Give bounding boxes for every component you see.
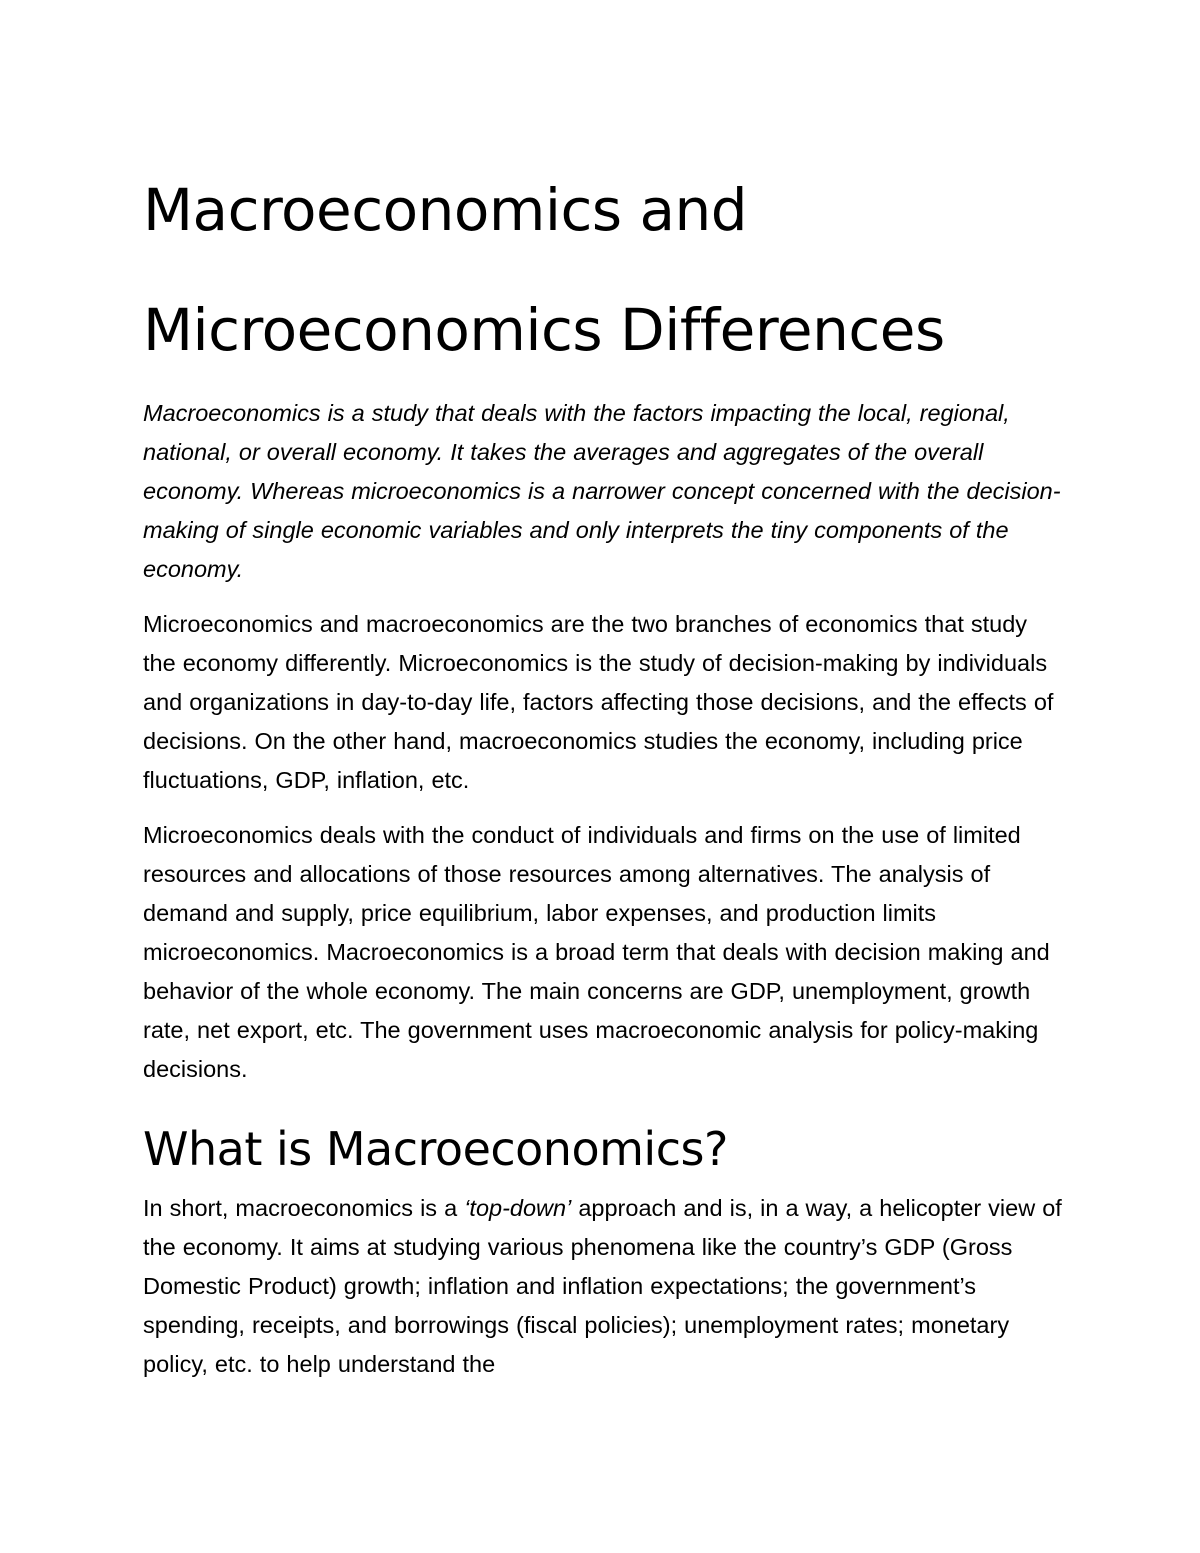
section-paragraph-rest: approach and is, in a way, a helicopter view of the economy. It aims at studying various phenomena like the country’s GDP (Gross Domestic Product) growth; inflation and inflation expectations; the government’s spending, receipts, and borrowings (fiscal policies); unemployment rates; monetary policy, etc. to help understand the [143, 1195, 1062, 1377]
intro-paragraph: Macroeconomics is a study that deals with the factors impacting the local, regional, national, or overall economy. It takes the averages and aggregates of the overall economy. Whereas microeconomics is a narrower concept concerned with the decision-making of single economic variables and only interprets the tiny components of the economy. [143, 400, 1061, 582]
top-down-emphasis: ‘top-down’ [464, 1195, 572, 1221]
section-paragraph-start: In short, macroeconomics is a [143, 1195, 465, 1221]
page-title: Macroeconomics and Microeconomics Differences [143, 176, 945, 364]
body-paragraph-2: Microeconomics deals with the conduct of individuals and firms on the use of limited resources and allocations of those resources among alternatives. The analysis of demand and supply, price equilibrium, labor expenses, and production limits microeconomics. Macroeconomics is a broad term that deals with decision making and behavior of the whole economy. The main concerns are GDP, unemployment, growth rate, net export, etc. The government uses macroeconomic analysis for policy-making decisions. [143, 822, 1050, 1082]
section-paragraph [143, 1189, 1063, 1384]
body-paragraph-1: Microeconomics and macroeconomics are the two branches of economics that study the economy differently. Microeconomics is the study of decision-making by individuals and organizations in day-to-day life, factors affecting those decisions, and the effects of decisions. On the other hand, macroeconomics studies the economy, including price fluctuations, GDP, inflation, etc. [143, 611, 1054, 793]
section-heading: What is Macroeconomics? [143, 1122, 728, 1176]
document-page [143, 150, 1063, 1400]
